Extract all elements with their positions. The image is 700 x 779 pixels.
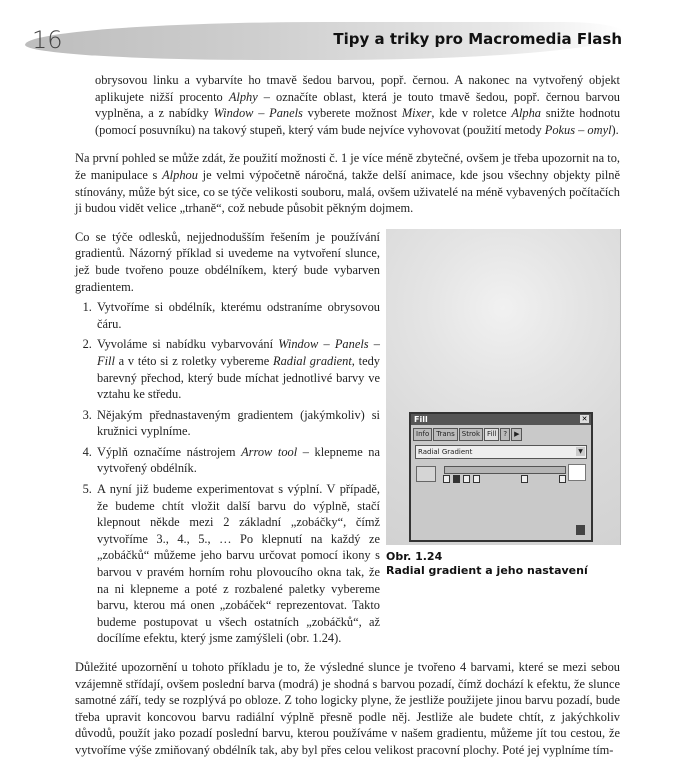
steps-list bbox=[75, 299, 380, 647]
fill-type-select[interactable]: Radial Gradient ▼ bbox=[415, 445, 587, 459]
panel-tabs bbox=[411, 425, 591, 441]
gradient-pointer[interactable] bbox=[473, 475, 480, 483]
tab-transform[interactable]: Trans bbox=[433, 428, 458, 441]
pointer-color-button[interactable] bbox=[568, 464, 586, 481]
page-number: 16 bbox=[32, 26, 63, 54]
step-2: 2. Vyvoláme si nabídku vybarvování Window – Panels – Fill a v této si z roletky vybereme Radial gradient, tedy barevný přechod, který bude míchat jednotlivé barvy ve vztahu ke středu. bbox=[95, 336, 380, 402]
gradient-pointer[interactable] bbox=[521, 475, 528, 483]
step-3: 3. Nějakým přednastaveným gradientem (jakýmkoliv) si kružnici vyplníme. bbox=[95, 407, 380, 440]
step-1: 1. Vytvoříme si obdélník, kterému odstraníme obrysovou čáru. bbox=[95, 299, 380, 332]
paragraph-continued: obrysovou linku a vybarvíte ho tmavě šedou barvou, popř. černou. A nakonec na vytvořený objekt aplikujete nižší procento Alphy – označíte oblast, která je touto tmavě šedou, popř. černou barvou vyplněna, a z nabídky Window – Panels vyberete možnost Mixer, kde v roletce Alpha snižte hodnotu (pomocí posuvníku) na takový stupeň, který vám bude nejvíce vyhovovat (použití metody Pokus – omyl). bbox=[95, 73, 621, 137]
panel-menu-arrow-icon[interactable]: ▶ bbox=[511, 428, 522, 441]
gradient-bar[interactable] bbox=[444, 466, 566, 474]
tab-stroke[interactable]: Strok bbox=[459, 428, 483, 441]
gradient-preview bbox=[416, 466, 436, 482]
figure-wrapper bbox=[386, 229, 620, 578]
step-4: 4. Výplň označíme nástrojem Arrow tool – klepneme na vytvořený obdélník. bbox=[95, 444, 380, 477]
close-icon[interactable]: ✕ bbox=[581, 414, 588, 423]
fill-panel bbox=[409, 412, 593, 542]
chevron-down-icon: ▼ bbox=[576, 447, 585, 456]
gradient-pointer[interactable] bbox=[463, 475, 470, 483]
save-icon[interactable] bbox=[576, 525, 585, 535]
gradient-pointer[interactable] bbox=[453, 475, 460, 483]
step-5: 5. A nyní již budeme experimentovat s výplní. V případě, že budeme chtít vložit další barvu do výplně, stačí klepnout někde mezi 2 základní „zobáčky“, čímž vytvoříme 3., 4., 5., … Po klepnutí na každý ze „zobáčků“ můžeme jeho barvu určovat pomocí ikony s barvou v pravém horním rohu plovoucího okna tak, že na ni klepneme a poté z rozbalené paletky vybereme barvu, kterou má onen „zobáček“ reprezentovat. Takto budeme postupovat u všech ostatních „zobáčků“, až docílíme efektu, který jsme zamýšleli (obr. 1.24). bbox=[95, 481, 380, 647]
intro-paragraph: Co se týče odlesků, nejjednodušším řešením je používání gradientů. Názorný příklad si uvedeme na vytvoření slunce, jež bude tvořeno pouze obdélníkem, který bude vybarven gradientem. bbox=[75, 229, 380, 294]
tab-fill[interactable]: Fill bbox=[484, 428, 499, 441]
paragraph: Na první pohled se může zdát, že použití možnosti č. 1 je více méně zbytečné, ovšem je třeba upozornit na to, že manipulace s Alphou je velmi výpočetně náročná, takže delší animace, kde jsou všechny objekty pilně stínovány, může být sice, co se týče velikosti souboru, malá, ovšem uživatelé na méně vybavených počítačích ji budou vidět velice „trhaně“, což nebude působit pěkným dojmem. bbox=[75, 151, 620, 216]
figure-caption-text: Radial gradient a jeho nastavení bbox=[386, 563, 588, 577]
column-row bbox=[75, 229, 620, 651]
help-button[interactable]: ? bbox=[500, 428, 510, 441]
figure-number: Obr. 1.24 bbox=[386, 549, 443, 563]
figure-caption bbox=[386, 550, 620, 578]
gradient-pointer[interactable] bbox=[559, 475, 566, 483]
figure-radial-gradient bbox=[386, 229, 621, 545]
panel-titlebar: Fill ✕ bbox=[411, 414, 591, 425]
left-column bbox=[75, 229, 380, 651]
paragraph: Důležité upozornění u tohoto příkladu je to, že výsledné slunce je tvořeno 4 barvami, které se mezi sebou vzájemně střídají, ovšem poslední barva (modrá) je shodná s barvou pozadí, čímž dochází k efektu, že slunce samotné září, tedy se rozplývá po obloze. Z toho logicky plyne, že jestliže použijete jinou barvu pozadí, bude třeba upravit koncovou barvu radiální výplně přesně podle něj. Jestliže ale budete chtít, z jakýchkoliv důvodů, použít jako pozadí poslední barvu, kterou používáme v našem gradientu, můžeme jít tou cestou, že vytvoříme výše zmiňovaný obdélník tak, aby byl přes celou velikost pracovní plochy. Poté jej vyplníme tím- bbox=[75, 660, 620, 757]
running-title: Tipy a triky pro Macromedia Flash bbox=[333, 30, 622, 48]
tab-info[interactable]: Info bbox=[413, 428, 432, 441]
gradient-pointer[interactable] bbox=[443, 475, 450, 483]
